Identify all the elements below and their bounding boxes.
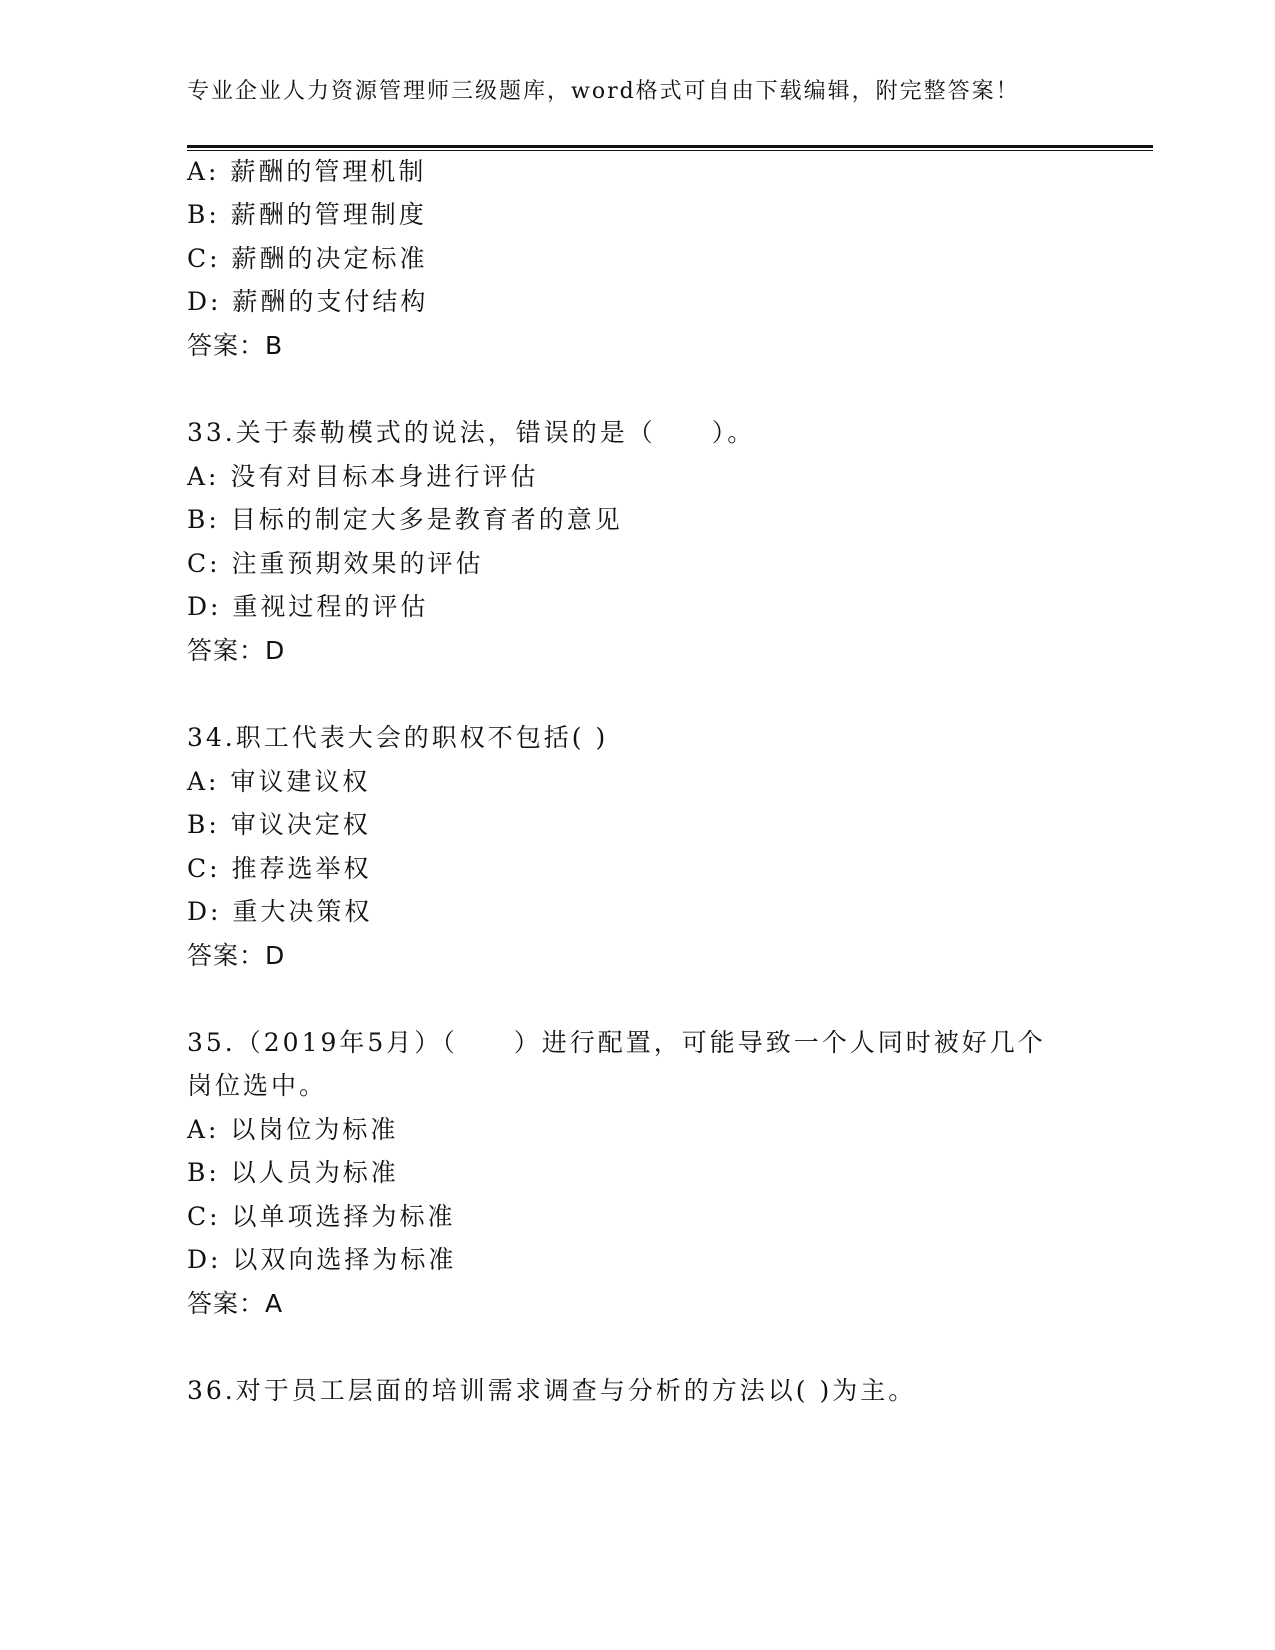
q35-option-d: D: 以双向选择为标准 <box>187 1245 457 1274</box>
q34-option-d: D: 重大决策权 <box>187 897 373 926</box>
q34-answer: 答案：D <box>187 941 286 970</box>
header-rule-thick <box>187 145 1153 148</box>
q35-option-b: B: 以人员为标准 <box>187 1158 399 1187</box>
q34-option-c: C: 推荐选举权 <box>187 854 372 883</box>
q35-option-c: C: 以单项选择为标准 <box>187 1202 456 1231</box>
header-rule-thin <box>187 150 1153 151</box>
q33-option-c: C: 注重预期效果的评估 <box>187 549 484 578</box>
q34-stem: 34.职工代表大会的职权不包括( ) <box>187 723 609 752</box>
q32-option-c: C: 薪酬的决定标准 <box>187 244 428 273</box>
q35-stem-line-1: 35.（2019年5月）（ ）进行配置，可能导致一个人同时被好几个 <box>187 1028 1046 1057</box>
q36-stem: 36.对于员工层面的培训需求调查与分析的方法以( )为主。 <box>187 1376 917 1405</box>
q34-option-a: A: 审议建议权 <box>187 767 371 796</box>
q33-option-b: B: 目标的制定大多是教育者的意见 <box>187 505 623 534</box>
q35-answer: 答案：A <box>187 1289 284 1318</box>
q35-option-a: A: 以岗位为标准 <box>187 1115 399 1144</box>
q33-answer: 答案：D <box>187 636 286 665</box>
q35-stem-line-2: 岗位选中。 <box>187 1071 328 1100</box>
q32-option-d: D: 薪酬的支付结构 <box>187 287 429 316</box>
page-header: 专业企业人力资源管理师三级题库，word格式可自由下载编辑，附完整答案！ <box>187 79 1020 104</box>
q32-option-b: B: 薪酬的管理制度 <box>187 200 427 229</box>
q33-stem: 33.关于泰勒模式的说法，错误的是（ ）。 <box>187 418 756 447</box>
q34-option-b: B: 审议决定权 <box>187 810 371 839</box>
q33-option-d: D: 重视过程的评估 <box>187 592 429 621</box>
q32-option-a: A: 薪酬的管理机制 <box>187 157 427 186</box>
q33-option-a: A: 没有对目标本身进行评估 <box>187 462 539 491</box>
q32-answer: 答案：B <box>187 331 284 360</box>
